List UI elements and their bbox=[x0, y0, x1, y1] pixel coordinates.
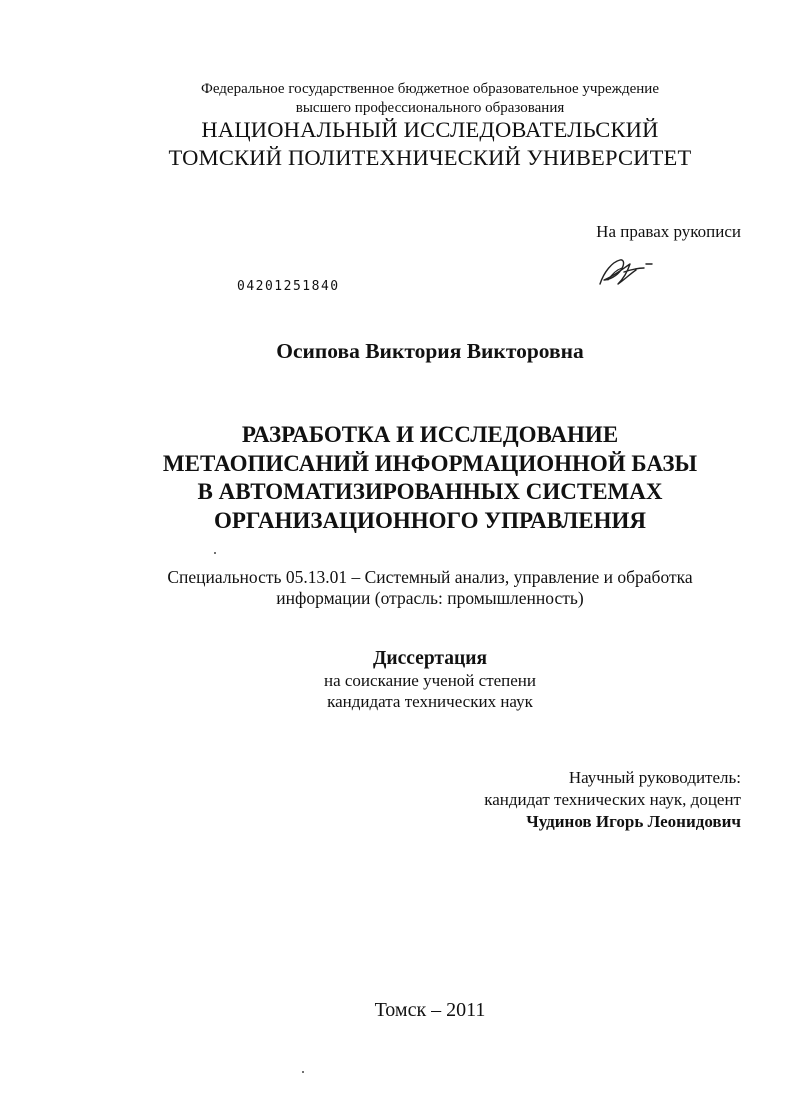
title-line-1: РАЗРАБОТКА И ИССЛЕДОВАНИЕ bbox=[241, 422, 619, 447]
specialty bbox=[0, 567, 792, 609]
dissertation-label: Диссертация bbox=[372, 648, 488, 669]
specialty-line-2: информации (отрасль: промышленность) bbox=[276, 588, 584, 608]
title-line-4: ОРГАНИЗАЦИОННОГО УПРАВЛЕНИЯ bbox=[213, 507, 647, 533]
signature-icon bbox=[594, 250, 656, 292]
rights-note: На правах рукописи bbox=[596, 222, 741, 241]
degree-info bbox=[0, 670, 792, 712]
university-line-1: НАЦИОНАЛЬНЫЙ ИССЛЕДОВАТЕЛЬСКИЙ bbox=[201, 117, 659, 142]
city-year: Томск – 2011 bbox=[374, 999, 486, 1021]
scan-speck bbox=[214, 552, 216, 554]
title-line-2: МЕТАОПИСАНИЙ ИНФОРМАЦИОННОЙ БАЗЫ bbox=[162, 450, 698, 476]
specialty-line-1: Специальность 05.13.01 – Системный анализ, управление и обработка bbox=[167, 567, 693, 587]
university-line-2: ТОМСКИЙ ПОЛИТЕХНИЧЕСКИЙ УНИВЕРСИТЕТ bbox=[168, 145, 692, 170]
supervisor-name: Чудинов Игорь Леонидович bbox=[526, 812, 741, 831]
institution-line-1: Федеральное государственное бюджетное образовательное учреждение bbox=[200, 81, 659, 97]
supervisor-credentials: кандидат технических наук, доцент bbox=[484, 790, 741, 809]
supervisor-label: Научный руководитель: bbox=[568, 768, 741, 787]
degree-line-1: на соискание ученой степени bbox=[323, 671, 537, 690]
dissertation-title bbox=[0, 421, 792, 535]
university-name bbox=[0, 116, 792, 172]
author-name: Осипова Виктория Викторовна bbox=[276, 339, 584, 363]
degree-line-2: кандидата технических наук bbox=[327, 692, 533, 711]
scan-speck bbox=[302, 1071, 304, 1073]
institution-header bbox=[0, 80, 792, 118]
institution-line-2: высшего профессионального образования bbox=[295, 100, 565, 116]
title-line-3: В АВТОМАТИЗИРОВАННЫХ СИСТЕМАХ bbox=[197, 479, 663, 504]
supervisor-block bbox=[484, 767, 741, 833]
document-code: 04201251840 bbox=[237, 279, 340, 294]
